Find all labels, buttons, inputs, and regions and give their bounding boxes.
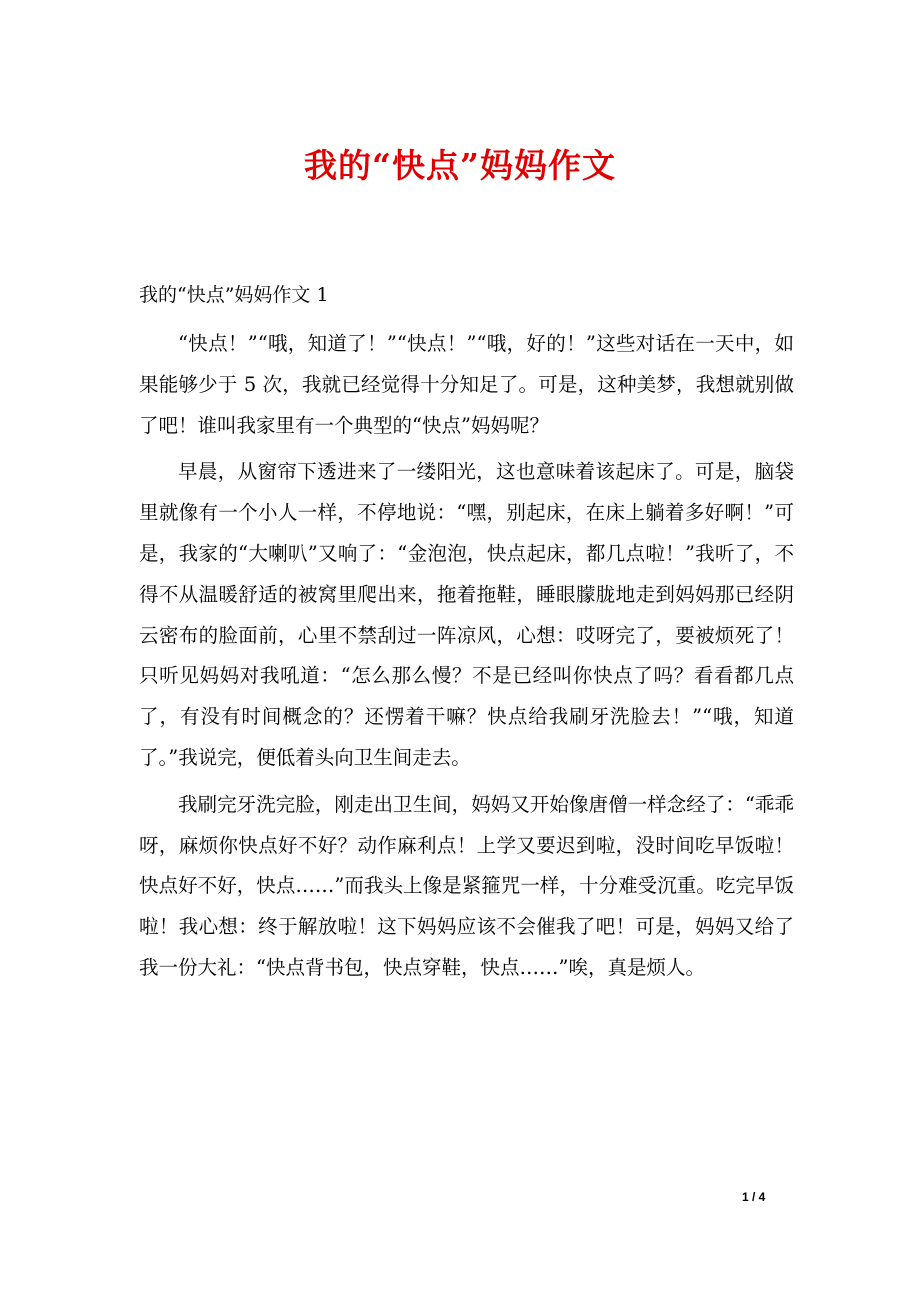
page-number: 1 / 4 [742,1190,766,1204]
paragraph-1: “快点！”“哦，知道了！”“快点！”“哦，好的！”这些对话在一天中，如果能够少于 5 次，我就已经觉得十分知足了。可是，这种美梦，我想就别做了吧！谁叫我家里有一个典型的“快点”妈妈呢？ [139,332,794,437]
essay-body [139,324,794,995]
paragraph-2: 早晨，从窗帘下透进来了一缕阳光，这也意味着该起床了。可是，脑袋里就像有一个小人一样，不停地说：“嘿，别起床，在床上躺着多好啊！”可是，我家的“大喇叭”又响了：“金泡泡，快点起床，都几点啦！”我听了，不得不从温暖舒适的被窝里爬出来，拖着拖鞋，睡眼朦胧地走到妈妈那已经阴云密布的脸面前，心里不禁刮过一阵凉风，心想：哎呀完了，要被烦死了！只听见妈妈对我吼道：“怎么那么慢？不是已经叫你快点了吗？看看都几点了，有没有时间概念的？还愣着干嘛？快点给我刷牙洗脸去！”“哦，知道了。”我说完，便低着头向卫生间走去。 [139,460,794,769]
document-title: 我的“快点”妈妈作文 [304,146,616,185]
paragraph-3: 我刷完牙洗完脸，刚走出卫生间，妈妈又开始像唐僧一样念经了：“乖乖呀，麻烦你快点好不好？动作麻利点！上学又要迟到啦，没时间吃早饭啦！快点好不好，快点……”而我头上像是紧箍咒一样，十分难受沉重。吃完早饭啦！我心想：终于解放啦！这下妈妈应该不会催我了吧！可是，妈妈又给了我一份大礼：“快点背书包，快点穿鞋，快点……”唉，真是烦人。 [139,792,794,979]
essay-heading: 我的“快点”妈妈作文 1 [139,284,329,306]
